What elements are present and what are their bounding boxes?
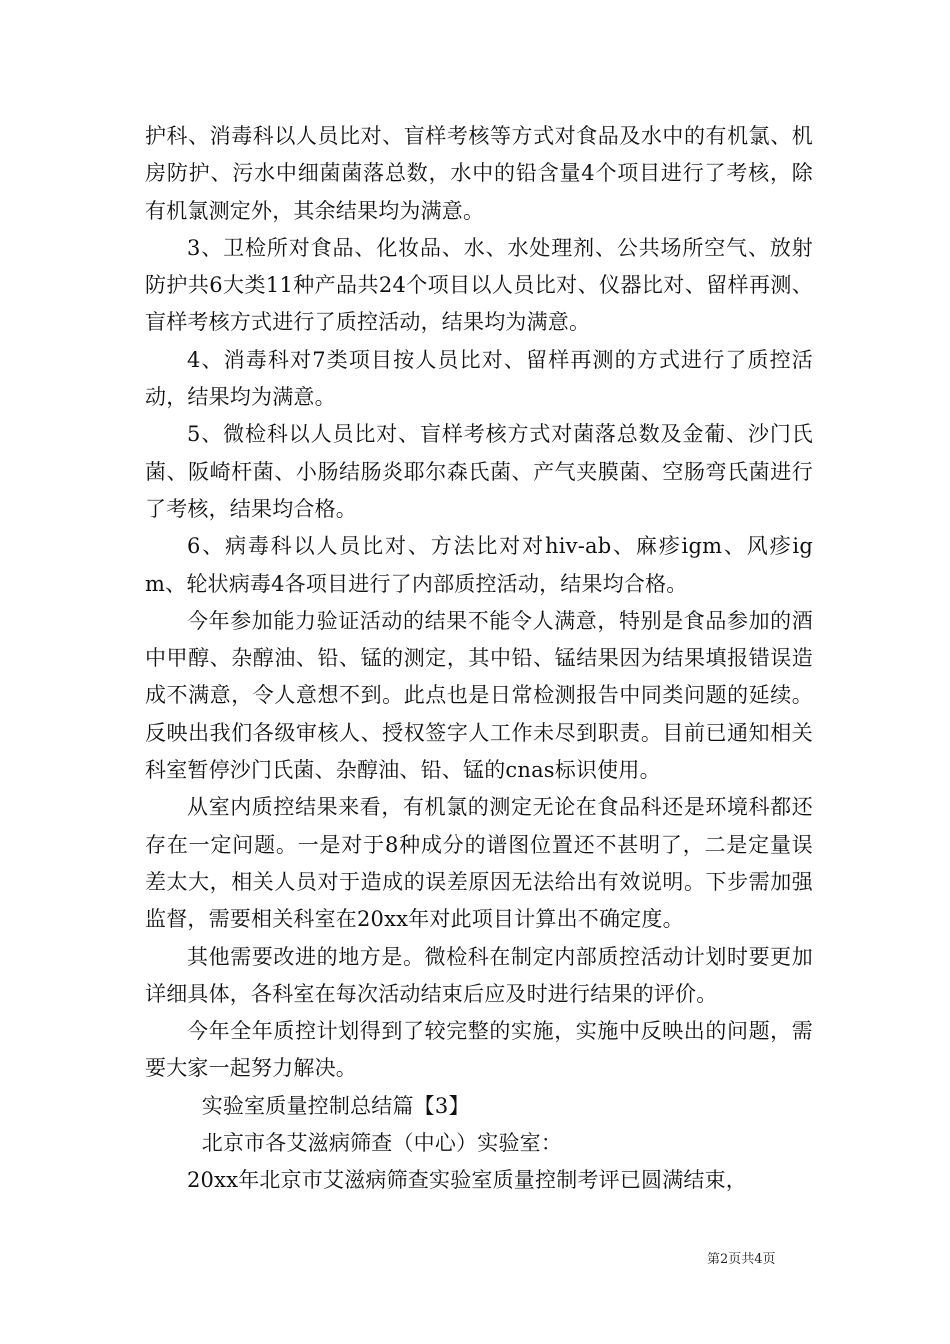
salutation: 北京市各艾滋病筛查（中心）实验室：	[201, 1131, 563, 1156]
paragraph-item-4: 4、消毒科对7类项目按人员比对、留样再测的方式进行了质控活动，结果均为满意。	[145, 347, 813, 410]
paragraph-internal-qc: 从室内质控结果来看，有机氯的测定无论在食品科还是环境科都还存在一定问题。一是对于8种成分的谱图位置还不甚明了，二是定量误差太大，相关人员对于造成的误差原因无法给出有效说明。下步需加强监督，需要相关科室在20xx年对此项目计算出不确定度。	[145, 795, 813, 932]
paragraph-continuation: 护科、消毒科以人员比对、盲样考核等方式对食品及水中的有机氯、机房防护、污水中细菌菌落总数，水中的铅含量4个项目进行了考核，除有机氯测定外，其余结果均为满意。	[145, 124, 813, 223]
section-heading: 实验室质量控制总结篇【3】	[201, 1093, 470, 1118]
paragraph-item-3: 3、卫检所对食品、化妆品、水、水处理剂、公共场所空气、放射防护共6大类11种产品共24个项目以人员比对、仪器比对、留样再测、盲样考核方式进行了质控活动，结果均为满意。	[145, 235, 813, 335]
page-number: 第2页共4页	[707, 1252, 776, 1267]
paragraph-proficiency-testing: 今年参加能力验证活动的结果不能令人满意，特别是食品参加的酒中甲醇、杂醇油、铅、锰的测定，其中铅、锰结果因为结果填报错误造成不满意，令人意想不到。此点也是日常检测报告中同类问题的延续。反映出我们各级审核人、授权签字人工作未尽到职责。目前已通知相关科室暂停沙门氏菌、杂醇油、铅、锰的cnas标识使用。	[145, 608, 813, 783]
paragraph-item-6: 6、病毒科以人员比对、方法比对对hiv-ab、麻疹igm、风疹igm、轮状病毒4各项目进行了内部质控活动，结果均合格。	[145, 534, 813, 596]
paragraph-conclusion: 今年全年质控计划得到了较完整的实施，实施中反映出的问题，需要大家一起努力解决。	[145, 1019, 813, 1081]
body-text	[145, 118, 813, 1200]
paragraph-opening: 20xx年北京市艾滋病筛查实验室质量控制考评已圆满结束，	[187, 1168, 748, 1193]
paragraph-improvements: 其他需要改进的地方是。微检科在制定内部质控活动计划时要更加详细具体，各科室在每次活动结束后应及时进行结果的评价。	[145, 944, 813, 1006]
paragraph-item-5: 5、微检科以人员比对、盲样考核方式对菌落总数及金葡、沙门氏菌、阪崎杆菌、小肠结肠炎耶尔森氏菌、产气夹膜菌、空肠弯氏菌进行了考核，结果均合格。	[145, 422, 813, 521]
